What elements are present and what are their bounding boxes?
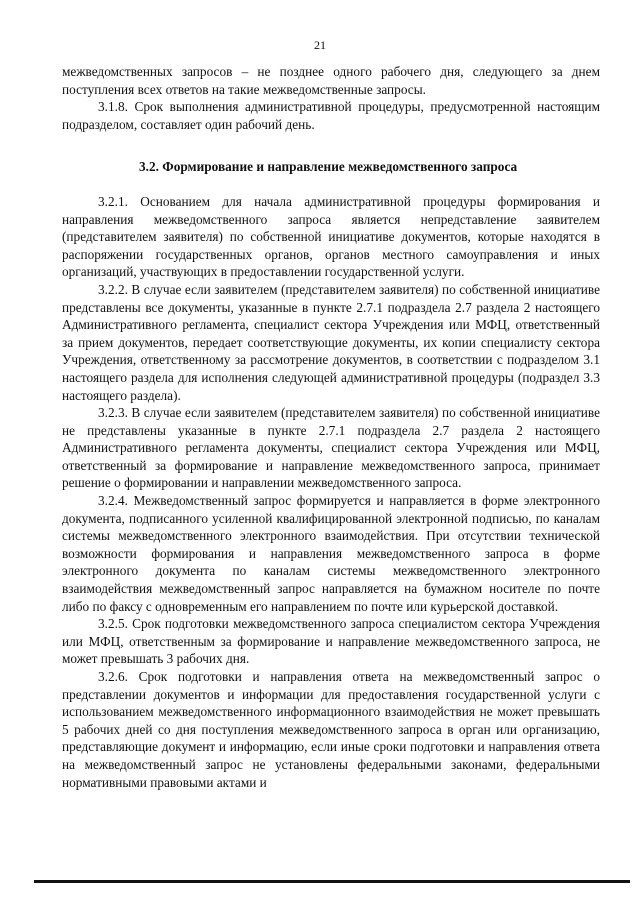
paragraph-3-2-4: 3.2.4. Межведомственный запрос формируется и направляется в форме электронного документа, подписанного усиленной квалифицированной электронной подписью, по каналам системы межведомственного электронного взаимодействия. При отсутствии технической возможности формирования и направления межведомственного запроса в форме электронного документа по каналам системы межведомственного электронного взаимодействия межведомственный запрос направляется на бумажном носителе по почте либо по факсу с одновременным его направлением по почте или курьерской доставкой. xyxy=(62,493,600,614)
paragraph-3-2-5: 3.2.5. Срок подготовки межведомственного запроса специалистом сектора Учреждения или МФЦ, ответственным за формирование и направление межведомственного запроса, не может превышать 3 рабочих дня. xyxy=(62,616,600,667)
document-body xyxy=(62,63,600,791)
paragraph-continuation: межведомственных запросов – не позднее одного рабочего дня, следующего за днем поступления всех ответов на такие межведомственные запросы. xyxy=(62,64,600,97)
bottom-rule xyxy=(34,880,630,883)
page-number: 21 xyxy=(314,38,326,52)
paragraph-3-2-2: 3.2.2. В случае если заявителем (представителем заявителя) по собственной инициативе представлены все документы, указанные в пункте 2.7.1 подраздела 2.7 раздела 2 настоящего Административного регламента, специалист сектора Учреждения или МФЦ, ответственный за прием документов, передает соответствующие документы, их копии специалисту сектора Учреждения, ответственному за рассмотрение документов, в соответствии с подразделом 3.1 настоящего раздела для исполнения следующей административной процедуры (подраздел 3.3 настоящего раздела). xyxy=(62,281,600,403)
paragraph-3-2-6: 3.2.6. Срок подготовки и направления ответа на межведомственный запрос о представлении документов и информации для предоставления государственной услуги с использованием межведомственного информационного взаимодействия не может превышать 5 рабочих дней со дня поступления межведомственного запроса в орган или организацию, представляющие документ и информацию, если иные сроки подготовки и направления ответа на межведомственный запрос не установлены федеральными законами, федеральными нормативными правовыми актами и xyxy=(62,669,600,790)
paragraph-3-2-1: 3.2.1. Основанием для начала административной процедуры формирования и направления межведомственного запроса является непредставление заявителем (представителем заявителя) по собственной инициативе документов, которые находятся в распоряжении государственных органов, органов местного самоуправления и иных организаций, участвующих в предоставлении государственной услуги. xyxy=(62,193,600,280)
paragraph-3-2-3: 3.2.3. В случае если заявителем (представителем заявителя) по собственной инициативе не представлены указанные в пункте 2.7.1 подраздела 2.7 раздела 2 настоящего Административного регламента документы, специалист сектора Учреждения или МФЦ, ответственный за формирование и направление межведомственного запроса, принимает решение о формировании и направлении межведомственного запроса. xyxy=(62,405,600,491)
section-heading-3-2: 3.2. Формирование и направление межведомственного запроса xyxy=(139,159,518,175)
paragraph-3-1-8: 3.1.8. Срок выполнения административной процедуры, предусмотренной настоящим подразделом, составляет один рабочий день. xyxy=(62,99,600,132)
